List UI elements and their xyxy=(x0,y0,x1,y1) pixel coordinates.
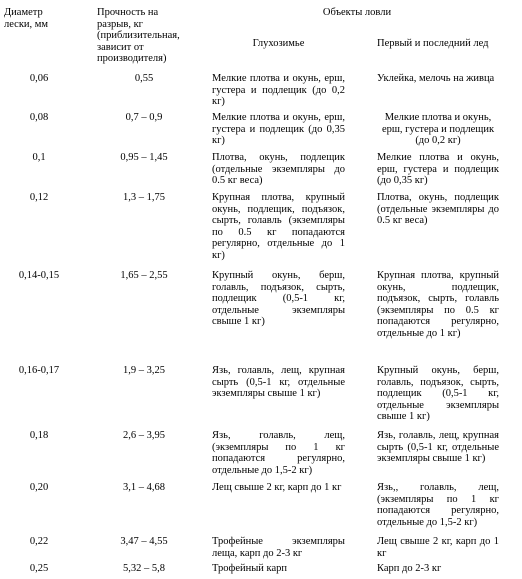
cell-first-last-ice: Мелкие плотва и окунь, ерш, густера и подлещик (до 0,2 кг) xyxy=(381,112,495,147)
cell-first-last-ice: Крупная плотва, крупный окунь, подлещик, подъязок, сырть, голавль (экземпляры по 0.5 кг попадаются регулярно, отдельные до 1 кг) xyxy=(377,270,499,339)
cell-winter: Плотва, окунь, подлещик (отдельные экземпляры до 0.5 кг веса) xyxy=(212,152,345,187)
header-diameter: Диаметр лески, мм xyxy=(4,7,49,30)
cell-winter: Мелкие плотва и окунь, ерш, густера и подлещик (до 0,2 кг) xyxy=(212,73,345,108)
header-winter: Глухозимье xyxy=(252,38,305,49)
cell-winter: Лещ свыше 2 кг, карп до 1 кг xyxy=(212,482,342,493)
cell-diameter: 0,1 xyxy=(32,152,46,163)
cell-winter: Крупный окунь, берш, голавль, подъязок, сырть, подлещик (0,5-1 кг, отдельные экземпляры свыше 1 кг) xyxy=(212,270,345,328)
cell-strength: 0,95 – 1,45 xyxy=(120,152,168,163)
cell-strength: 0,55 xyxy=(134,73,154,84)
cell-strength: 3,1 – 4,68 xyxy=(123,482,165,493)
cell-strength: 1,3 – 1,75 xyxy=(123,192,165,203)
cell-diameter: 0,12 xyxy=(29,192,49,203)
cell-strength: 2,6 – 3,95 xyxy=(123,430,165,441)
cell-diameter: 0,06 xyxy=(29,73,49,84)
header-objects: Объекты ловли xyxy=(322,7,392,18)
cell-first-last-ice: Язь,, голавль, лещ, (экземпляры по 1 кг попадаются регулярно, отдельные до 1,5-2 кг) xyxy=(377,482,499,528)
cell-first-last-ice: Плотва, окунь, подлещик (отдельные экземпляры до 0.5 кг веса) xyxy=(377,192,499,227)
cell-winter: Трофейные экземпляры леща, карп до 2-3 кг xyxy=(212,536,345,559)
cell-strength: 5,32 – 5,8 xyxy=(123,563,165,574)
cell-first-last-ice: Язь, голавль, лещ, крупная сырть (0,5-1 кг, отдельные экземпляры свыше 1 кг) xyxy=(377,430,499,465)
cell-first-last-ice: Уклейка, мелочь на живца xyxy=(377,73,495,84)
cell-diameter: 0,16-0,17 xyxy=(18,365,60,376)
cell-diameter: 0,25 xyxy=(29,563,49,574)
cell-strength: 1,65 – 2,55 xyxy=(120,270,168,281)
cell-diameter: 0,14-0,15 xyxy=(18,270,60,281)
cell-winter: Мелкие плотва и окунь, ерш, густера и подлещик (до 0,35 кг) xyxy=(212,112,345,147)
cell-strength: 3,47 – 4,55 xyxy=(120,536,168,547)
cell-first-last-ice: Мелкие плотва и окунь, ерш, густера и подлещик (до 0,35 кг) xyxy=(377,152,499,187)
cell-winter: Трофейный карп xyxy=(212,563,287,574)
cell-diameter: 0,08 xyxy=(29,112,49,123)
cell-diameter: 0,20 xyxy=(29,482,49,493)
cell-diameter: 0,18 xyxy=(29,430,49,441)
cell-first-last-ice: Карп до 2-3 кг xyxy=(377,563,442,574)
cell-first-last-ice: Крупный окунь, берш, голавль, подъязок, сырть, подлещик (0,5-1 кг, отдельные экземпляры свыше 1 кг) xyxy=(377,365,499,423)
header-strength: Прочность на разрыв, кг (приблизительная, зависит от производителя) xyxy=(97,7,180,65)
cell-winter: Крупная плотва, крупный окунь, подлещик, подъязок, сырть, голавль (экземпляры по 0.5 кг попадаются регулярно, отдельные до 1 кг) xyxy=(212,192,345,261)
cell-strength: 0,7 – 0,9 xyxy=(125,112,163,123)
cell-diameter: 0,22 xyxy=(29,536,49,547)
cell-winter: Язь, голавль, лещ, (экземпляры по 1 кг попадаются регулярно, отдельные до 1,5-2 кг) xyxy=(212,430,345,476)
cell-winter: Язь, голавль, лещ, крупная сырть (0,5-1 кг, отдельные экземпляры свыше 1 кг) xyxy=(212,365,345,400)
cell-first-last-ice: Лещ свыше 2 кг, карп до 1 кг xyxy=(377,536,499,559)
header-first-last-ice: Первый и последний лед xyxy=(377,38,489,49)
cell-strength: 1,9 – 3,25 xyxy=(123,365,165,376)
